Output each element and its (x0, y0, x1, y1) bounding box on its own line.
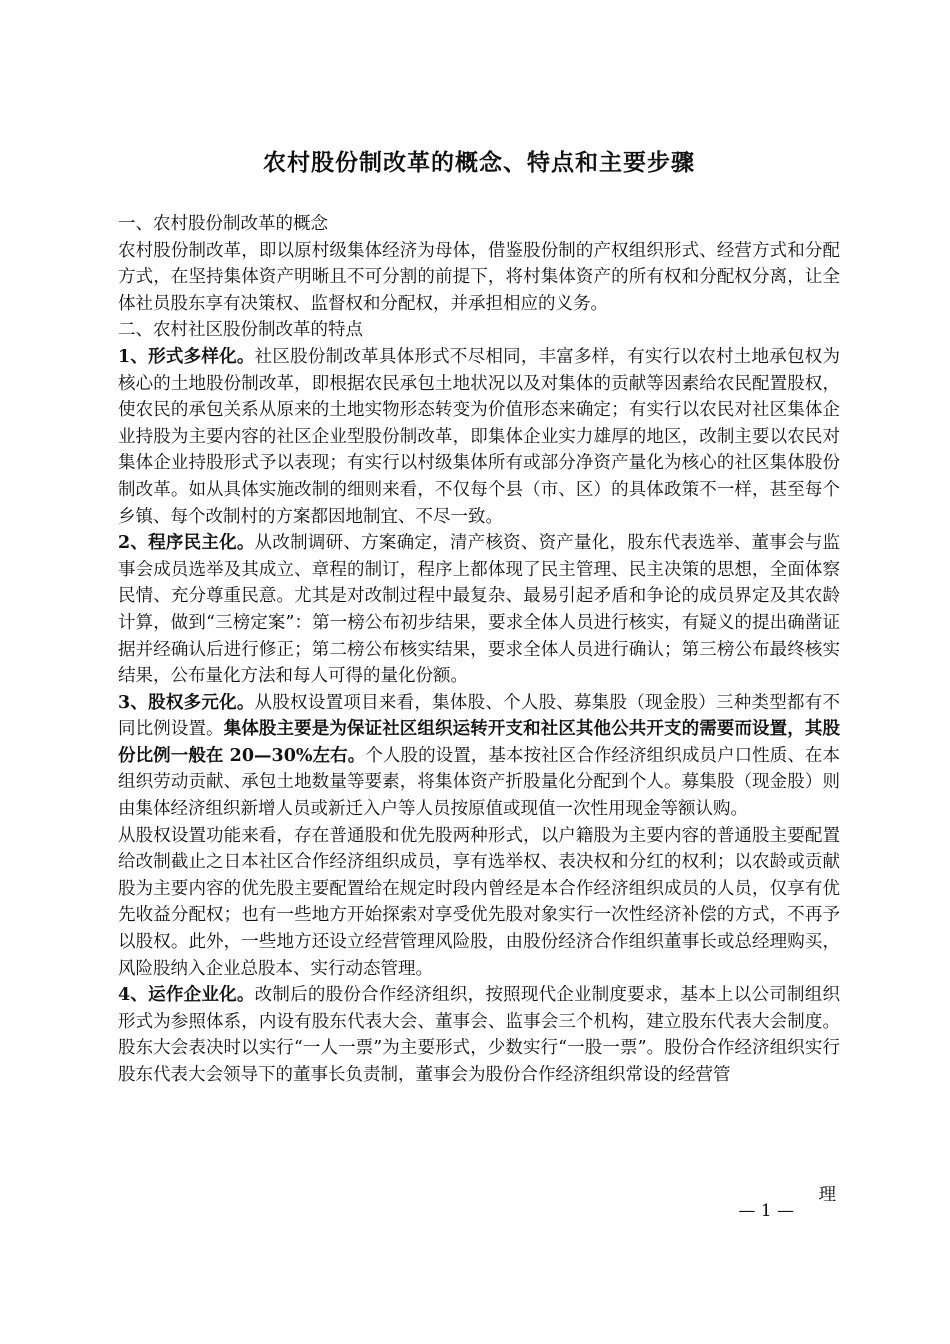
document-title: 农村股份制改革的概念、特点和主要步骤 (263, 149, 695, 176)
point1-text: 社区股份制改革具体形式不尽相同，丰富多样，有实行以农村土地承包权为核心的土地股份制改革，即根据农民承包土地状况以及对集体的贡献等因素给农民配置股权，使农民的承包关系从原来的土地实物形态转变为价值形态来确定；有实行以农民对社区集体企业持股为主要内容的社区企业型股份制改革，即集体企业实力雄厚的地区，改制主要以农民对集体企业持股形式予以表现；有实行以村级集体所有或部分净资产量化为核心的社区集体股份制改革。如从具体实施改制的细则来看，不仅每个县（市、区）的具体政策不一样，甚至每个乡镇、每个改制村的方案都因地制宜、不尽一致。 (118, 346, 840, 527)
point4-text: 改制后的股份合作经济组织，按照现代企业制度要求，基本上以公司制组织形式为参照体系，内设有股东代表大会、董事会、监事会三个机构，建立股东代表大会制度。股东大会表决时以实行“一人一票”为主要形式，少数实行“一股一票”。股份合作经济组织实行股东代表大会领导下的董事长负责制，董事会为股份合作经济组织常设的经营管 (118, 985, 840, 1085)
section2-heading: 二、农村社区股份制改革的特点 (118, 320, 363, 341)
point3-text-b: 个人股的设置，基本按社区合作经济组织成员户口性质、在本组织劳动贡献、承包土地数量等要素，将集体资产折股量化分配到个人。募集股（现金股）则由集体经济组织新增人员或新迁入户等人员按原值或现值一次性用现金等额认购。 (118, 745, 840, 820)
point1-heading: 1、形式多样化。 (118, 346, 255, 367)
page-number: — 1 — (738, 1201, 794, 1221)
point2-text: 从改制调研、方案确定，清产核资、资产量化，股东代表选举、董事会与监事会成员选举及其成立、章程的制订，程序上都体现了民主管理、民主决策的思想，全面体察民情、充分尊重民意。尤其是对改制过程中最复杂、最易引起矛盾和争论的成员界定及其农龄计算，做到“三榜定案”：第一榜公布初步结果，要求全体人员进行核实，有疑义的提出确凿证据并经确认后进行修正；第二榜公布核实结果，要求全体人员进行确认；第三榜公布最终核实结果，公布量化方法和每人可得的量化份额。 (118, 533, 840, 687)
point4-paragraph (118, 982, 840, 1088)
point3-paragraph (118, 690, 840, 823)
page-footer (118, 1181, 840, 1221)
point4-heading: 4、运作企业化。 (118, 985, 255, 1006)
point3-heading: 3、股权多元化。 (118, 692, 255, 713)
point2-heading: 2、程序民主化。 (118, 533, 255, 554)
point2-paragraph (118, 530, 840, 690)
document-body (118, 211, 840, 1089)
point1-paragraph (118, 344, 840, 530)
point3-paragraph-continued: 从股权设置功能来看，存在普通股和优先股两种形式，以户籍股为主要内容的普通股主要配置给改制截止之日本社区合作经济组织成员，享有选举权、表决权和分红的权利；以农龄或贡献股为主要内容的优先股主要配置给在规定时段内曾经是本合作经济组织成员的人员，仅享有优先收益分配权；也有一些地方开始探索对享受优先股对象实行一次性经济补偿的方式，不再予以股权。此外，一些地方还设立经营管理风险股，由股份经济合作组织董事长或总经理购买，风险股纳入企业总股本、实行动态管理。 (118, 825, 840, 979)
point3-text-a: 从股权设置项目来看，集体股、个人股、募集股（现金股）三种类型都有不同比例设置。 (118, 692, 840, 740)
trailing-character: 理 (818, 1185, 836, 1205)
section1-heading: 一、农村股份制改革的概念 (118, 214, 328, 234)
point3-bold-text: 集体股主要是为保证社区组织运转开支和社区其他公共开支的需要而设置，其股份比例一般在 20—30%左右。 (118, 719, 841, 766)
section1-paragraph: 农村股份制改革，即以原村级集体经济为母体，借鉴股份制的产权组织形式、经营方式和分配方式，在坚持集体资产明晰且不可分割的前提下，将村集体资产的所有权和分配权分离，让全体社员股东享有决策权、监督权和分配权，并承担相应的义务。 (118, 240, 840, 314)
